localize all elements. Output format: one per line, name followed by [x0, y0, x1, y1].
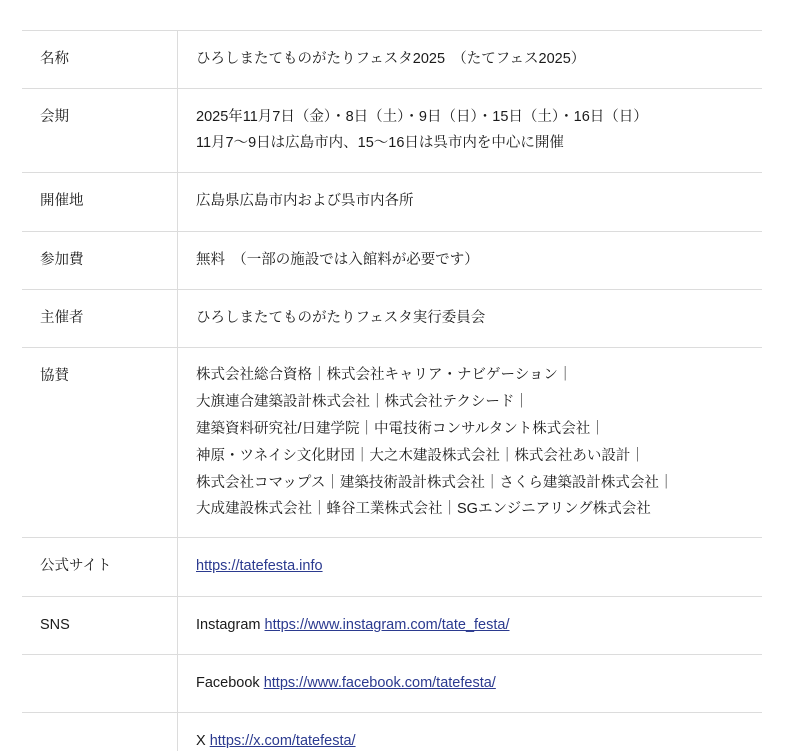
value-line: 株式会社コマップス｜建築技術設計株式会社｜さくら建築設計株式会社｜: [196, 474, 674, 491]
row-label: 参加費: [22, 231, 178, 289]
value-line: 株式会社総合資格｜株式会社キャリア・ナビゲーション｜: [196, 367, 573, 384]
value-line: 11月7〜9日は広島市内、15〜16日は呉市内を中心に開催: [196, 134, 564, 151]
value-line: ひろしまたてものがたりフェスタ実行委員会: [196, 309, 486, 326]
table-body: [22, 31, 762, 751]
value-line: 大旗連合建築設計株式会社｜株式会社テクシード｜: [196, 394, 529, 411]
value-line: 大成建設株式会社｜蜂谷工業株式会社｜SGエンジニアリング株式会社: [196, 501, 651, 518]
sns-name-facebook: Facebook: [196, 674, 264, 691]
table-row: [22, 31, 762, 89]
event-info-table: [22, 30, 762, 751]
row-label: 協賛: [22, 348, 178, 538]
row-label: 主催者: [22, 289, 178, 347]
row-label: SNS: [22, 596, 178, 654]
table-row: [22, 89, 762, 173]
row-value: [178, 289, 763, 347]
value-line: 建築資料研究社/日建学院｜中電技術コンサルタント株式会社｜: [196, 420, 605, 437]
row-label: 名称: [22, 31, 178, 89]
instagram-link[interactable]: https://www.instagram.com/tate_festa/: [264, 616, 510, 633]
row-value: [178, 348, 763, 538]
value-line: ひろしまたてものがたりフェスタ2025 （たてフェス2025）: [196, 51, 586, 67]
row-label: 公式サイト: [22, 538, 178, 596]
table-row-sns-facebook: [22, 654, 762, 712]
row-value: [178, 31, 763, 89]
row-label: 開催地: [22, 173, 178, 231]
x-link[interactable]: https://x.com/tatefesta/: [209, 733, 356, 750]
sns-name-instagram: Instagram: [196, 616, 265, 633]
table-row: [22, 289, 762, 347]
sns-name-x: X: [196, 733, 210, 750]
table-row: [22, 173, 762, 231]
row-value: [178, 231, 763, 289]
row-value: [178, 173, 763, 231]
row-value: [178, 538, 763, 596]
row-label-empty: [22, 654, 178, 712]
facebook-link[interactable]: https://www.facebook.com/tatefesta/: [263, 674, 496, 691]
row-value: [178, 713, 763, 751]
table-row-official-site: [22, 538, 762, 596]
row-value: [178, 89, 763, 173]
value-line: 広島県広島市内および呉市内各所: [196, 193, 414, 210]
row-label: 会期: [22, 89, 178, 173]
row-value: [178, 654, 763, 712]
value-line: 2025年11月7日（金）・8日（土）・9日（日）・15日（土）・16日（日）: [196, 109, 648, 126]
table-row-sns-instagram: [22, 596, 762, 654]
row-value: [178, 596, 763, 654]
value-line: 神原・ツネイシ文化財団｜大之木建設株式会社｜株式会社あい設計｜: [196, 447, 645, 464]
value-line: 無料 （一部の施設では入館料が必要です）: [196, 251, 479, 268]
table-row: [22, 231, 762, 289]
official-site-link[interactable]: https://tatefesta.info: [196, 558, 323, 575]
row-label-empty: [22, 713, 178, 751]
table-row-sns-x: [22, 713, 762, 751]
table-row: [22, 348, 762, 538]
